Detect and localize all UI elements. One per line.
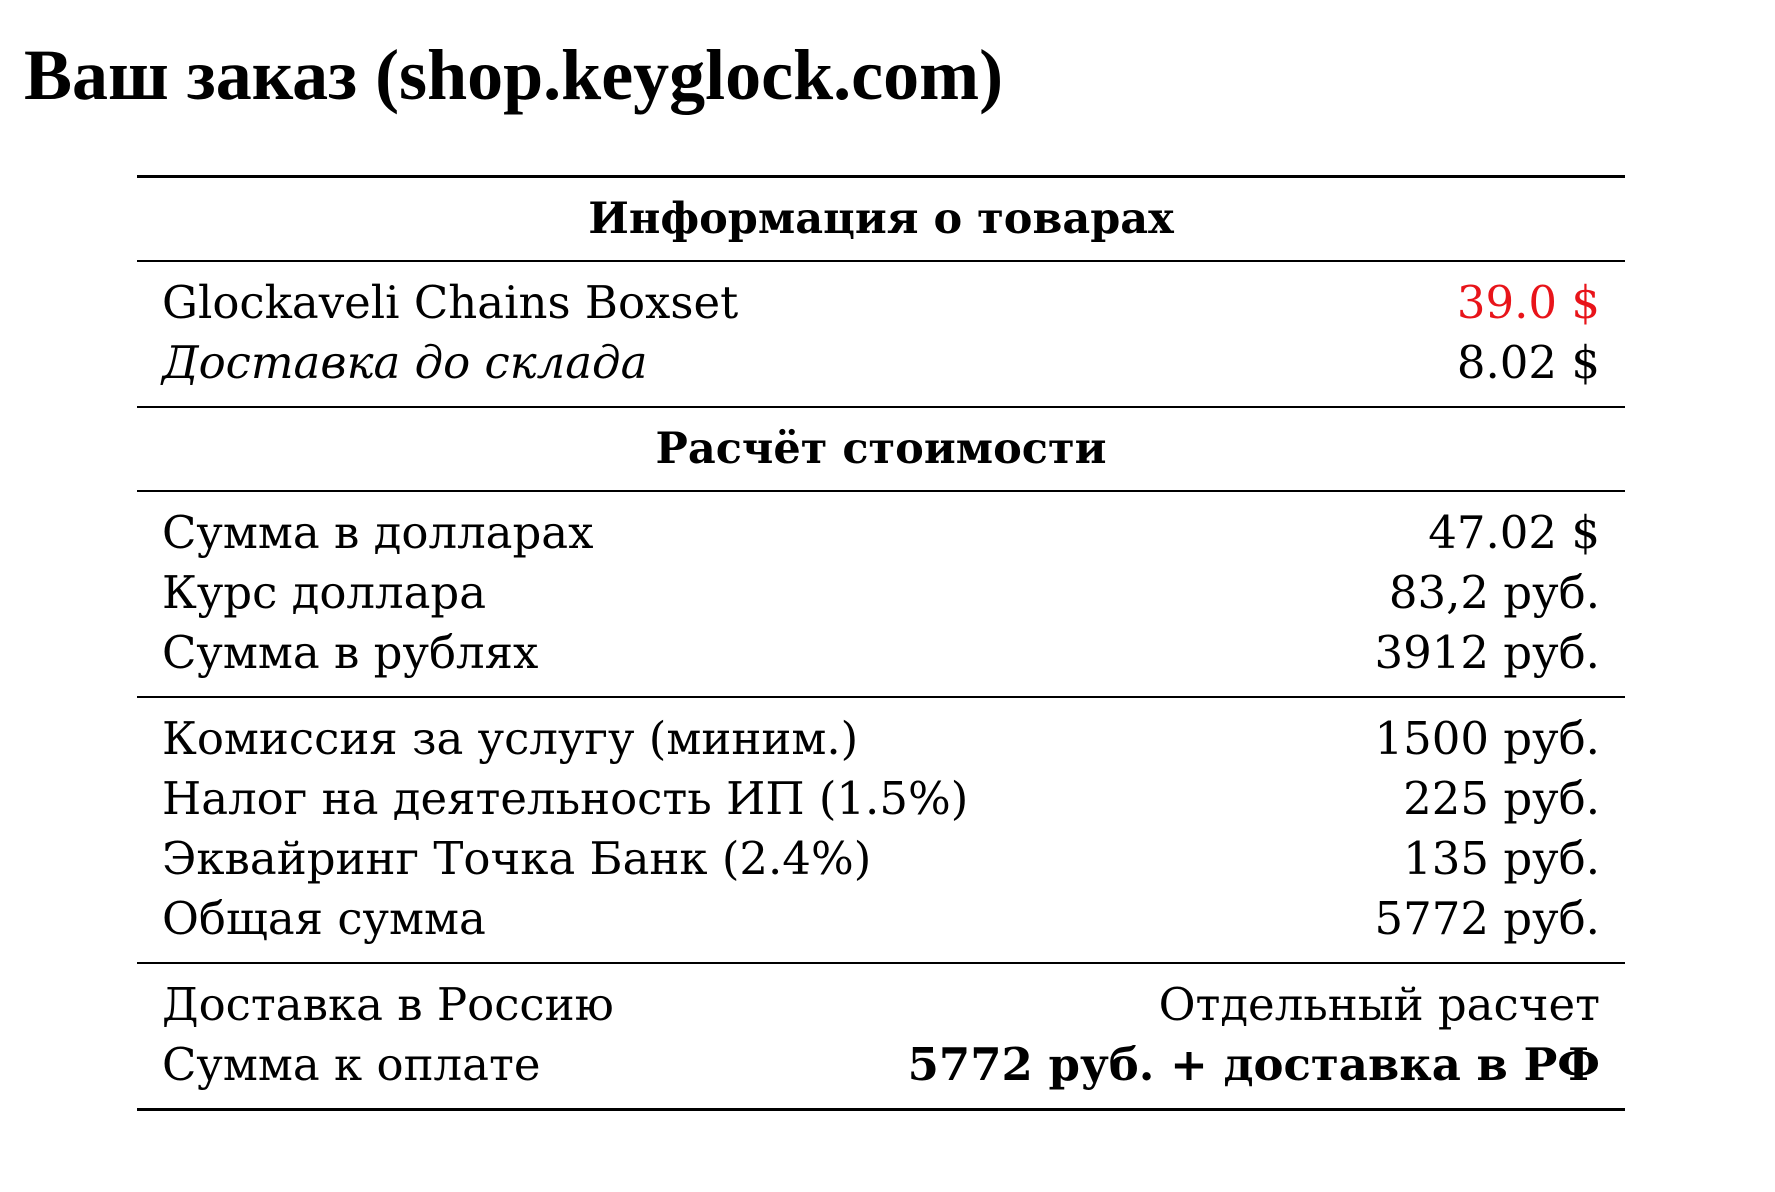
sum-rub-value: 3912 руб. — [1374, 626, 1600, 679]
tax-row — [137, 769, 1625, 829]
tax-label: Налог на деятельность ИП (1.5%) — [162, 772, 969, 825]
sum-usd-value: 47.02 $ — [1428, 506, 1600, 559]
products-section — [137, 262, 1625, 408]
sum-rub-label: Сумма в рублях — [162, 626, 539, 679]
amount-due-value: 5772 руб. + доставка в РФ — [907, 1038, 1600, 1091]
sum-usd-label: Сумма в долларах — [162, 506, 594, 559]
service-fee-label: Комиссия за услугу (миним.) — [162, 712, 859, 765]
service-fee-value: 1500 руб. — [1374, 712, 1600, 765]
fees-section — [137, 698, 1625, 964]
warehouse-shipping-price: 8.02 $ — [1456, 336, 1600, 389]
total-value: 5772 руб. — [1374, 892, 1600, 945]
acquiring-value: 135 руб. — [1403, 832, 1600, 885]
amount-due-row — [137, 1035, 1625, 1095]
products-section-header: Информация о товарах — [137, 178, 1625, 262]
exchange-rate-row — [137, 563, 1625, 623]
product-price: 39.0 $ — [1456, 276, 1600, 329]
total-row — [137, 889, 1625, 949]
page-title: Ваш заказ (shop.keyglock.com) — [24, 35, 1004, 115]
order-summary-table — [137, 175, 1625, 1111]
tax-value: 225 руб. — [1403, 772, 1600, 825]
conversion-section — [137, 492, 1625, 698]
sum-usd-row — [137, 503, 1625, 563]
amount-due-label: Сумма к оплате — [162, 1038, 541, 1091]
russia-shipping-value: Отдельный расчет — [1158, 978, 1600, 1031]
warehouse-shipping-label: Доставка до склада — [162, 336, 648, 389]
service-fee-row — [137, 709, 1625, 769]
total-label: Общая сумма — [162, 892, 486, 945]
calculation-section-header: Расчёт стоимости — [137, 408, 1625, 492]
product-row — [137, 273, 1625, 333]
russia-shipping-label: Доставка в Россию — [162, 978, 614, 1031]
sum-rub-row — [137, 623, 1625, 683]
payment-section — [137, 964, 1625, 1108]
exchange-rate-value: 83,2 руб. — [1388, 566, 1600, 619]
acquiring-label: Эквайринг Точка Банк (2.4%) — [162, 832, 872, 885]
russia-shipping-row — [137, 975, 1625, 1035]
exchange-rate-label: Курс доллара — [162, 566, 487, 619]
acquiring-row — [137, 829, 1625, 889]
product-name: Glockaveli Chains Boxset — [162, 276, 739, 329]
warehouse-shipping-row — [137, 333, 1625, 393]
